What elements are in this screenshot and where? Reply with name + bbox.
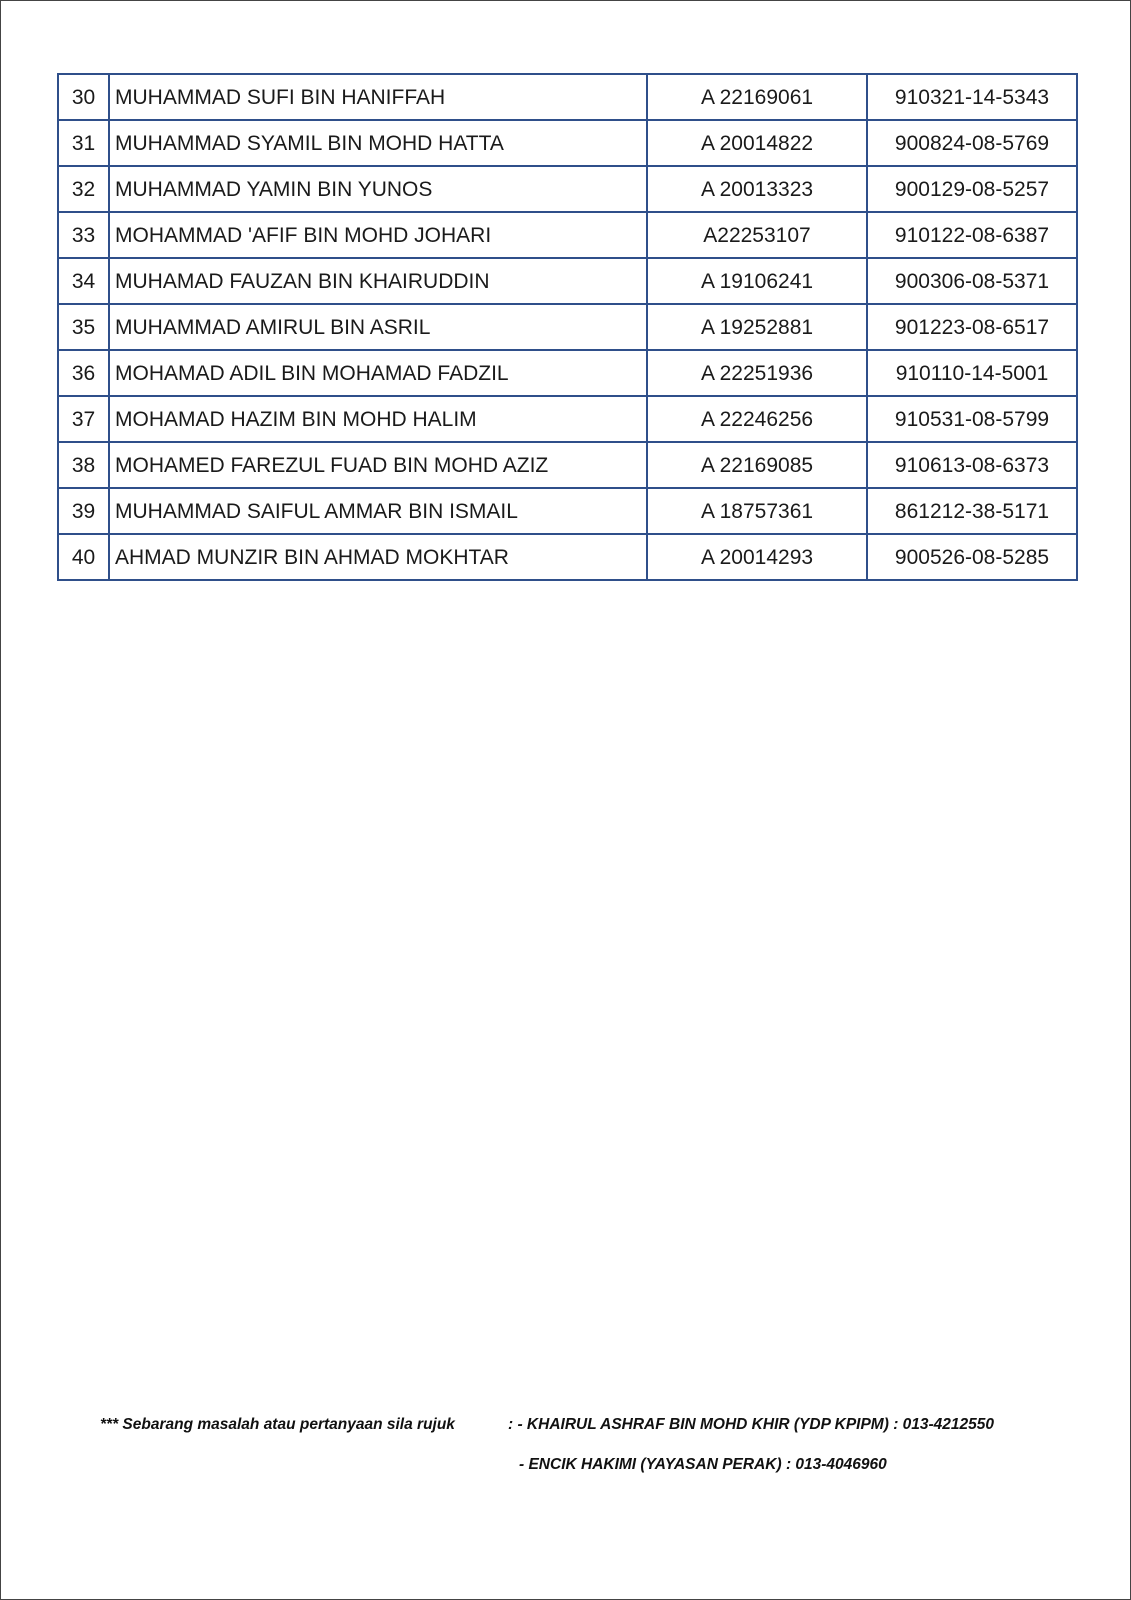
ic-number: 900306-08-5371 bbox=[867, 258, 1077, 304]
student-name: MUHAMAD FAUZAN BIN KHAIRUDDIN bbox=[109, 258, 647, 304]
table-row bbox=[58, 350, 1077, 396]
table-row bbox=[58, 166, 1077, 212]
ic-number: 910122-08-6387 bbox=[867, 212, 1077, 258]
ic-number: 910110-14-5001 bbox=[867, 350, 1077, 396]
student-name: AHMAD MUNZIR BIN AHMAD MOKHTAR bbox=[109, 534, 647, 580]
footer-note: *** Sebarang masalah atau pertanyaan sila rujuk bbox=[100, 1416, 455, 1433]
student-list-body bbox=[58, 74, 1077, 580]
table-row bbox=[58, 120, 1077, 166]
table-row bbox=[58, 258, 1077, 304]
row-number: 30 bbox=[58, 74, 109, 120]
ic-number: 901223-08-6517 bbox=[867, 304, 1077, 350]
student-name: MUHAMMAD SUFI BIN HANIFFAH bbox=[109, 74, 647, 120]
student-name: MOHAMED FAREZUL FUAD BIN MOHD AZIZ bbox=[109, 442, 647, 488]
student-id: A 22251936 bbox=[647, 350, 867, 396]
row-number: 39 bbox=[58, 488, 109, 534]
student-id: A 19106241 bbox=[647, 258, 867, 304]
table-row bbox=[58, 488, 1077, 534]
ic-number: 910531-08-5799 bbox=[867, 396, 1077, 442]
row-number: 31 bbox=[58, 120, 109, 166]
footer-contact-2: - ENCIK HAKIMI (YAYASAN PERAK) : 013-4046960 bbox=[519, 1456, 887, 1473]
row-number: 32 bbox=[58, 166, 109, 212]
table-row bbox=[58, 396, 1077, 442]
row-number: 34 bbox=[58, 258, 109, 304]
ic-number: 910321-14-5343 bbox=[867, 74, 1077, 120]
table-row bbox=[58, 442, 1077, 488]
student-id: A 20014293 bbox=[647, 534, 867, 580]
row-number: 36 bbox=[58, 350, 109, 396]
student-id: A 18757361 bbox=[647, 488, 867, 534]
row-number: 40 bbox=[58, 534, 109, 580]
row-number: 33 bbox=[58, 212, 109, 258]
student-id: A22253107 bbox=[647, 212, 867, 258]
ic-number: 861212-38-5171 bbox=[867, 488, 1077, 534]
ic-number: 910613-08-6373 bbox=[867, 442, 1077, 488]
student-list-table bbox=[57, 73, 1078, 581]
student-id: A 20014822 bbox=[647, 120, 867, 166]
footer-contact-1: : - KHAIRUL ASHRAF BIN MOHD KHIR (YDP KPIPM) : 013-4212550 bbox=[508, 1416, 995, 1433]
student-id: A 22169085 bbox=[647, 442, 867, 488]
student-name: MUHAMMAD SYAMIL BIN MOHD HATTA bbox=[109, 120, 647, 166]
table-row bbox=[58, 534, 1077, 580]
student-id: A 19252881 bbox=[647, 304, 867, 350]
student-name: MUHAMMAD SAIFUL AMMAR BIN ISMAIL bbox=[109, 488, 647, 534]
ic-number: 900526-08-5285 bbox=[867, 534, 1077, 580]
ic-number: 900129-08-5257 bbox=[867, 166, 1077, 212]
ic-number: 900824-08-5769 bbox=[867, 120, 1077, 166]
student-name: MUHAMMAD YAMIN BIN YUNOS bbox=[109, 166, 647, 212]
footer-line-1 bbox=[100, 1416, 994, 1434]
student-id: A 22246256 bbox=[647, 396, 867, 442]
student-id: A 22169061 bbox=[647, 74, 867, 120]
student-name: MOHAMAD ADIL BIN MOHAMAD FADZIL bbox=[109, 350, 647, 396]
row-number: 38 bbox=[58, 442, 109, 488]
student-name: MOHAMAD HAZIM BIN MOHD HALIM bbox=[109, 396, 647, 442]
table-row bbox=[58, 212, 1077, 258]
student-name: MOHAMMAD 'AFIF BIN MOHD JOHARI bbox=[109, 212, 647, 258]
row-number: 35 bbox=[58, 304, 109, 350]
table-row bbox=[58, 74, 1077, 120]
table-row bbox=[58, 304, 1077, 350]
student-name: MUHAMMAD AMIRUL BIN ASRIL bbox=[109, 304, 647, 350]
student-id: A 20013323 bbox=[647, 166, 867, 212]
row-number: 37 bbox=[58, 396, 109, 442]
